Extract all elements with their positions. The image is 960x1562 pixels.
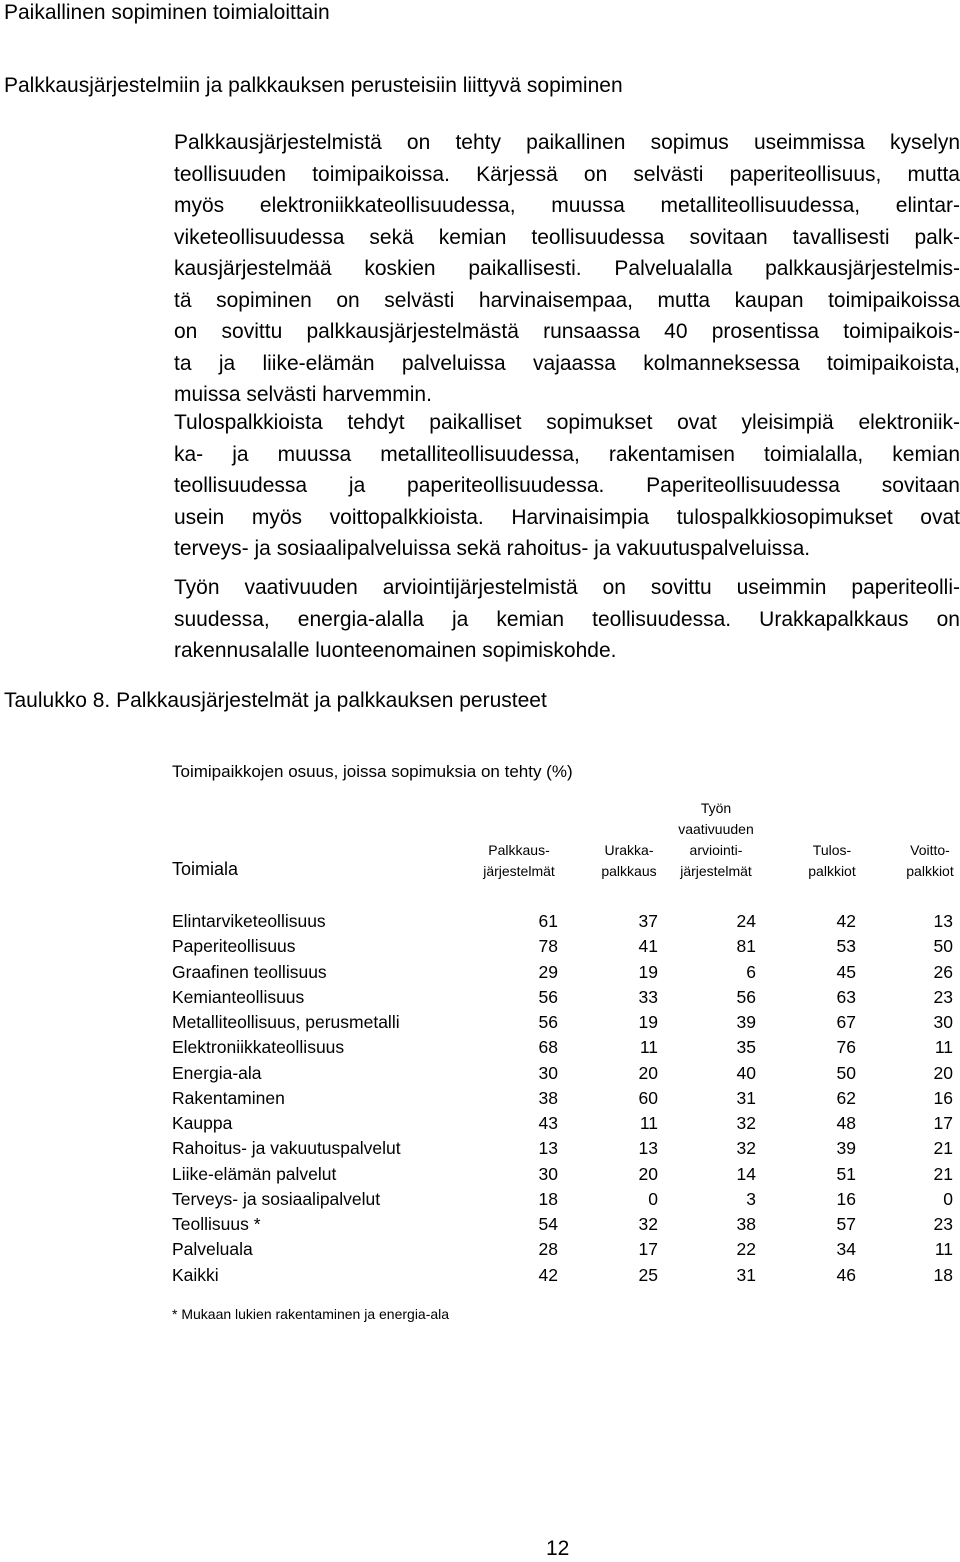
cell-voittopalkkiot: 50 bbox=[933, 936, 953, 957]
table-row bbox=[0, 1035, 960, 1060]
row-label: Metalliteollisuus, perusmetalli bbox=[172, 1012, 400, 1032]
cell-arviointijarjestelmat: 35 bbox=[736, 1037, 756, 1058]
row-label: Kemianteollisuus bbox=[172, 986, 305, 1007]
cell-arviointijarjestelmat: 32 bbox=[736, 1113, 756, 1133]
subsection-title: Palkkausjärjestelmiin ja palkkauksen perusteisiin liittyvä sopiminen bbox=[4, 74, 623, 97]
cell-palkkausjarjestelmat: 56 bbox=[538, 1012, 558, 1032]
paragraph-line: muissa selvästi harvemmin. bbox=[174, 383, 432, 406]
row-label: Palveluala bbox=[172, 1239, 253, 1260]
paragraph-line: suudessa, energia-alalla ja kemian teollisuudessa. Urakkapalkkaus on bbox=[174, 607, 960, 631]
cell-voittopalkkiot: 11 bbox=[934, 1239, 953, 1260]
cell-palkkausjarjestelmat: 30 bbox=[538, 1163, 558, 1184]
paragraph-line: rakennusalalle luonteenomainen sopimiskohde. bbox=[174, 639, 617, 662]
cell-palkkausjarjestelmat: 54 bbox=[538, 1214, 558, 1234]
cell-urakkapalkkaus: 20 bbox=[638, 1062, 658, 1083]
cell-voittopalkkiot: 23 bbox=[933, 1214, 953, 1234]
cell-voittopalkkiot: 26 bbox=[933, 961, 953, 982]
row-label: Teollisuus * bbox=[172, 1214, 261, 1234]
paragraph-line: Palkkausjärjestelmistä on tehty paikallinen sopimus useimmissa kyselyn bbox=[174, 131, 960, 154]
cell-palkkausjarjestelmat: 38 bbox=[538, 1087, 558, 1108]
cell-arviointijarjestelmat: 39 bbox=[736, 1012, 756, 1032]
cell-tulospalkkiot: 45 bbox=[836, 961, 856, 982]
cell-arviointijarjestelmat: 56 bbox=[736, 986, 756, 1007]
row-label: Elintarviketeollisuus bbox=[172, 911, 326, 931]
column-header-line: vaativuuden bbox=[678, 821, 754, 837]
cell-tulospalkkiot: 62 bbox=[836, 1087, 856, 1108]
cell-tulospalkkiot: 67 bbox=[836, 1012, 856, 1032]
cell-tulospalkkiot: 39 bbox=[836, 1138, 856, 1159]
column-header-line: Palkkaus- bbox=[488, 842, 550, 858]
cell-tulospalkkiot: 76 bbox=[836, 1037, 856, 1058]
table-row bbox=[0, 1162, 960, 1187]
table-row bbox=[0, 909, 960, 934]
table-row bbox=[0, 934, 960, 959]
cell-palkkausjarjestelmat: 56 bbox=[538, 986, 558, 1007]
paragraph-line: kausjärjestelmää koskien paikallisesti. Palvelualalla palkkausjärjestelmis- bbox=[174, 257, 960, 280]
cell-urakkapalkkaus: 0 bbox=[648, 1188, 658, 1209]
column-header-palkkausjarjestelmat bbox=[459, 840, 579, 882]
row-label: Rakentaminen bbox=[172, 1087, 285, 1108]
paragraph-line: viketeollisuudessa sekä kemian teollisuudessa sovitaan tavallisesti palk- bbox=[174, 225, 960, 249]
column-header-line: Työn bbox=[700, 800, 732, 816]
column-header-line: palkkiot bbox=[808, 863, 856, 879]
table-row bbox=[0, 1136, 960, 1161]
row-label: Paperiteollisuus bbox=[172, 936, 296, 957]
row-label: Energia-ala bbox=[172, 1062, 262, 1083]
table-caption: Taulukko 8. Palkkausjärjestelmät ja palkkauksen perusteet bbox=[4, 689, 547, 712]
column-header-toimiala: Toimiala bbox=[172, 859, 239, 879]
table-row bbox=[0, 1187, 960, 1212]
cell-arviointijarjestelmat: 31 bbox=[736, 1264, 756, 1285]
column-header-line: palkkiot bbox=[906, 863, 954, 879]
cell-arviointijarjestelmat: 14 bbox=[736, 1163, 756, 1184]
cell-arviointijarjestelmat: 24 bbox=[736, 911, 756, 931]
cell-urakkapalkkaus: 11 bbox=[639, 1037, 658, 1058]
cell-urakkapalkkaus: 33 bbox=[638, 986, 658, 1007]
cell-palkkausjarjestelmat: 28 bbox=[538, 1239, 558, 1260]
cell-tulospalkkiot: 53 bbox=[836, 936, 856, 957]
cell-voittopalkkiot: 21 bbox=[933, 1138, 953, 1159]
cell-palkkausjarjestelmat: 29 bbox=[538, 961, 558, 982]
table-subtitle: Toimipaikkojen osuus, joissa sopimuksia on tehty (%) bbox=[172, 762, 573, 781]
column-header-line: järjestelmät bbox=[483, 863, 555, 879]
row-label: Terveys- ja sosiaalipalvelut bbox=[172, 1188, 381, 1209]
table-footnote: * Mukaan lukien rakentaminen ja energia-ala bbox=[172, 1306, 450, 1322]
cell-urakkapalkkaus: 37 bbox=[638, 911, 658, 931]
cell-arviointijarjestelmat: 38 bbox=[736, 1214, 756, 1234]
cell-urakkapalkkaus: 19 bbox=[638, 961, 658, 982]
cell-voittopalkkiot: 23 bbox=[933, 986, 953, 1007]
cell-tulospalkkiot: 42 bbox=[836, 911, 856, 931]
paragraph-tulospalkkiot bbox=[174, 407, 960, 565]
cell-palkkausjarjestelmat: 78 bbox=[538, 936, 558, 957]
cell-urakkapalkkaus: 11 bbox=[639, 1113, 658, 1133]
paragraph-line: terveys- ja sosiaalipalveluissa sekä rahoitus- ja vakuutuspalveluissa. bbox=[174, 537, 811, 560]
column-header-line: järjestelmät bbox=[680, 863, 752, 879]
paragraph-line: ta ja liike-elämän palveluissa vajaassa kolmanneksessa toimipaikoista, bbox=[174, 351, 960, 375]
row-label: Elektroniikkateollisuus bbox=[172, 1037, 345, 1058]
cell-voittopalkkiot: 18 bbox=[933, 1264, 953, 1285]
cell-tulospalkkiot: 51 bbox=[836, 1163, 856, 1184]
table-row bbox=[0, 1061, 960, 1086]
cell-voittopalkkiot: 16 bbox=[933, 1087, 953, 1108]
cell-voittopalkkiot: 20 bbox=[933, 1062, 953, 1083]
cell-arviointijarjestelmat: 6 bbox=[746, 961, 756, 982]
table-row bbox=[0, 1237, 960, 1262]
column-header-arviointijarjestelmat bbox=[656, 798, 776, 882]
cell-palkkausjarjestelmat: 42 bbox=[538, 1264, 558, 1285]
table-header bbox=[0, 798, 960, 888]
column-header-line: Tulos- bbox=[812, 842, 852, 858]
cell-arviointijarjestelmat: 40 bbox=[736, 1062, 756, 1083]
cell-urakkapalkkaus: 20 bbox=[638, 1163, 658, 1184]
cell-tulospalkkiot: 57 bbox=[836, 1214, 856, 1234]
row-label: Liike-elämän palvelut bbox=[172, 1163, 337, 1184]
column-header-line: arviointi- bbox=[689, 842, 743, 858]
cell-tulospalkkiot: 50 bbox=[836, 1062, 856, 1083]
cell-voittopalkkiot: 13 bbox=[933, 911, 953, 931]
column-header-voittopalkkiot bbox=[870, 840, 960, 882]
paragraph-line: ka- ja muussa metalliteollisuudessa, rakentamisen toimialalla, kemian bbox=[174, 442, 960, 466]
cell-palkkausjarjestelmat: 43 bbox=[538, 1113, 558, 1133]
cell-urakkapalkkaus: 25 bbox=[638, 1264, 658, 1285]
cell-tulospalkkiot: 63 bbox=[836, 986, 856, 1007]
cell-urakkapalkkaus: 32 bbox=[638, 1214, 658, 1234]
table-row bbox=[0, 1111, 960, 1136]
cell-tulospalkkiot: 46 bbox=[836, 1264, 856, 1285]
paragraph-line: tä sopiminen on selvästi harvinaisempaa, mutta kaupan toimipaikoissa bbox=[174, 288, 960, 312]
cell-urakkapalkkaus: 60 bbox=[638, 1087, 658, 1108]
cell-urakkapalkkaus: 19 bbox=[638, 1012, 658, 1032]
table-row bbox=[0, 985, 960, 1010]
paragraph-line: usein myös voittopalkkioista. Harvinaisimpia tulospalkkiosopimukset ovat bbox=[174, 505, 960, 529]
table-body bbox=[0, 909, 960, 1288]
paragraph-line: myös elektroniikkateollisuudessa, muussa metalliteollisuudessa, elintar- bbox=[174, 194, 960, 217]
cell-palkkausjarjestelmat: 13 bbox=[538, 1138, 558, 1159]
cell-palkkausjarjestelmat: 68 bbox=[538, 1037, 558, 1058]
cell-voittopalkkiot: 0 bbox=[943, 1188, 953, 1209]
cell-palkkausjarjestelmat: 30 bbox=[538, 1062, 558, 1083]
table-row bbox=[0, 1086, 960, 1111]
cell-palkkausjarjestelmat: 18 bbox=[538, 1188, 558, 1209]
cell-tulospalkkiot: 34 bbox=[836, 1239, 856, 1260]
row-label: Rahoitus- ja vakuutuspalvelut bbox=[172, 1138, 401, 1159]
section-title: Paikallinen sopiminen toimialoittain bbox=[4, 1, 330, 24]
cell-urakkapalkkaus: 41 bbox=[638, 936, 658, 957]
cell-palkkausjarjestelmat: 61 bbox=[538, 911, 558, 931]
row-label: Kauppa bbox=[172, 1113, 233, 1133]
column-header-line: Voitto- bbox=[910, 842, 950, 858]
cell-voittopalkkiot: 17 bbox=[933, 1113, 953, 1133]
cell-voittopalkkiot: 11 bbox=[934, 1037, 953, 1058]
paragraph-tyon-vaativuus bbox=[174, 572, 960, 667]
cell-arviointijarjestelmat: 22 bbox=[736, 1239, 756, 1260]
page-number: 12 bbox=[546, 1537, 570, 1560]
row-label: Graafinen teollisuus bbox=[172, 961, 327, 982]
cell-arviointijarjestelmat: 81 bbox=[736, 936, 756, 957]
paragraph-palkkausjarjestelmat bbox=[174, 127, 960, 411]
cell-arviointijarjestelmat: 31 bbox=[736, 1087, 756, 1108]
table-row bbox=[0, 1263, 960, 1288]
paragraph-line: Tulospalkkioista tehdyt paikalliset sopimukset ovat yleisimpiä elektroniik- bbox=[174, 411, 960, 434]
cell-arviointijarjestelmat: 3 bbox=[746, 1188, 756, 1209]
cell-tulospalkkiot: 48 bbox=[836, 1113, 856, 1133]
paragraph-line: teollisuudessa ja paperiteollisuudessa. Paperiteollisuudessa sovitaan bbox=[174, 474, 960, 497]
cell-tulospalkkiot: 16 bbox=[836, 1188, 856, 1209]
column-header-line: palkkaus bbox=[601, 863, 657, 879]
row-label: Kaikki bbox=[172, 1264, 219, 1285]
cell-arviointijarjestelmat: 32 bbox=[736, 1138, 756, 1159]
cell-voittopalkkiot: 21 bbox=[933, 1163, 953, 1184]
cell-voittopalkkiot: 30 bbox=[933, 1012, 953, 1032]
cell-urakkapalkkaus: 13 bbox=[638, 1138, 658, 1159]
table-row bbox=[0, 1010, 960, 1035]
cell-urakkapalkkaus: 17 bbox=[638, 1239, 658, 1260]
paragraph-line: on sovittu palkkausjärjestelmästä runsaassa 40 prosentissa toimipaikois- bbox=[174, 320, 960, 343]
table-row bbox=[0, 1212, 960, 1237]
table-row bbox=[0, 960, 960, 985]
column-header-line: Urakka- bbox=[604, 842, 654, 858]
paragraph-line: teollisuuden toimipaikoissa. Kärjessä on selvästi paperiteollisuus, mutta bbox=[174, 162, 960, 186]
paragraph-line: Työn vaativuuden arviointijärjestelmistä on sovittu useimmin paperiteolli- bbox=[174, 576, 960, 599]
